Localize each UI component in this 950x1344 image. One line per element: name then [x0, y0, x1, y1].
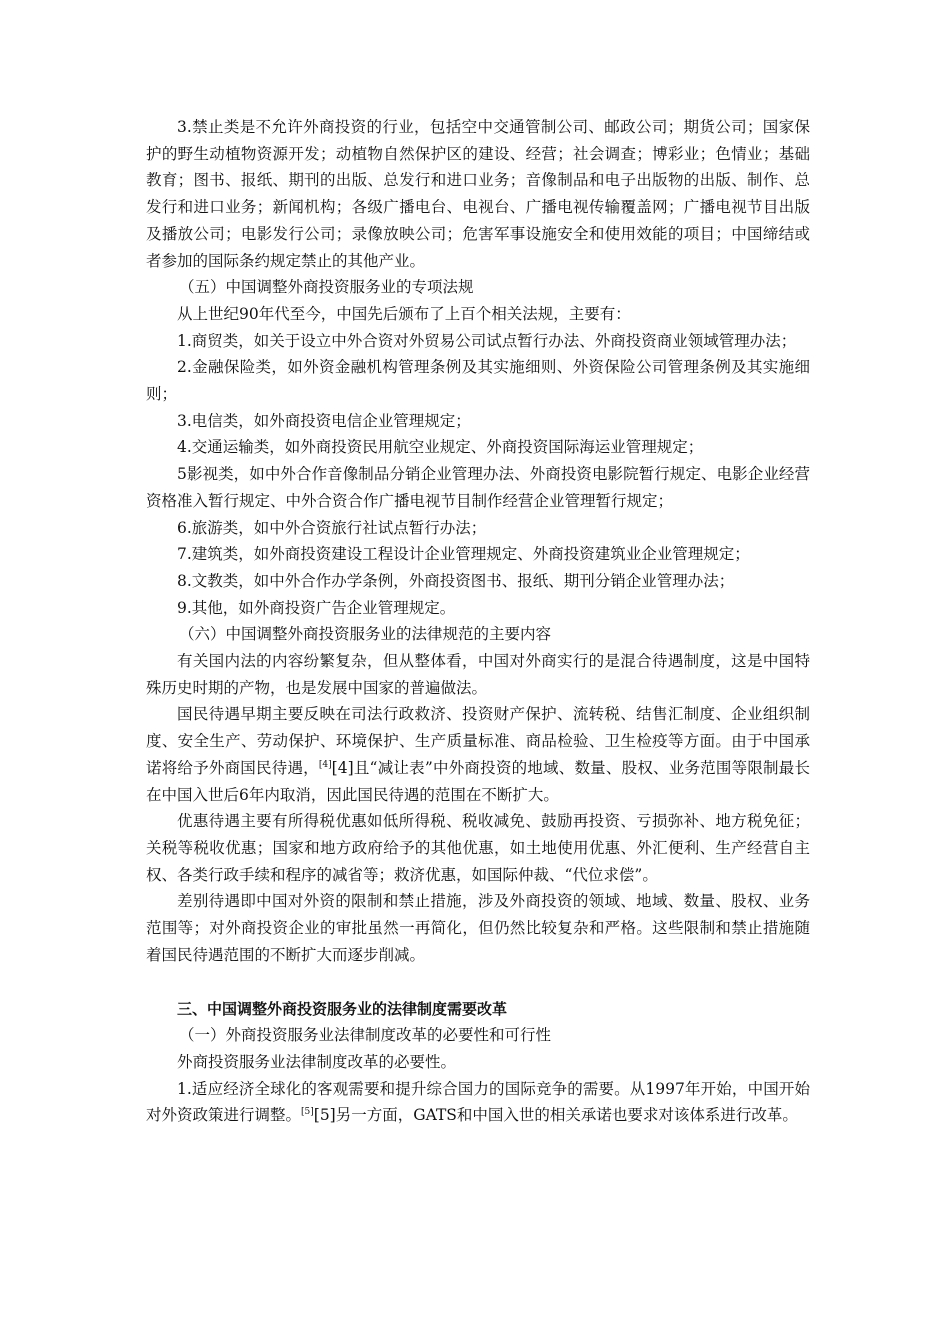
national-treatment-text: 国民待遇早期主要反映在司法行政救济、投资财产保护、流转税、结售汇制度、企业组织制度、安全生产、劳动保护、环境保护、生产质量标准、商品检验、卫生检疫等方面。由于中国承诺将给予外商国民待遇，	[146, 705, 810, 777]
paragraph-prohibited-industries: 3.禁止类是不允许外商投资的行业，包括空中交通管制公司、邮政公司；期货公司；国家保护的野生动植物资源开发；动植物自然保护区的建设、经营；社会调查；博彩业；色情业；基础教育；图书、报纸、期刊的出版、总发行和进口业务；音像制品和电子出版物的出版、制作、总发行和进口业务；新闻机构；各级广播电台、电视台、广播电视传输覆盖网；广播电视节目出版及播放公司；电影发行公司；录像放映公司；危害军事设施安全和使用效能的项目；中国缔结或者参加的国际条约规定禁止的其他产业。	[146, 118, 810, 270]
paragraph-globalization	[146, 1076, 810, 1129]
paragraph-national-treatment	[146, 701, 810, 808]
list-item-other: 9.其他，如外商投资广告企业管理规定。	[177, 598, 456, 617]
subheading-special-regulations: （五）中国调整外商投资服务业的专项法规	[179, 278, 474, 297]
citation-ref-4[interactable]: [4]	[318, 759, 332, 770]
list-item-telecom: 3.电信类，如外商投资电信企业管理规定；	[177, 411, 471, 430]
globalization-text: 1.适应经济全球化的客观需要和提升综合国力的国际竞争的需要。从1997年开始，中国开始对外资政策进行调整。	[146, 1079, 810, 1125]
national-treatment-text-cont: [4]且“减让表”中外商投资的地域、数量、股权、业务范围等限制最长在中国入世后6年内取消，因此国民待遇的范围在不断扩大。	[146, 758, 810, 804]
list-item-film-tv: 5影视类，如中外合作音像制品分销企业管理办法、外商投资电影院暂行规定、电影企业经营资格准入暂行规定、中外合资合作广播电视节目制作经营企业管理暂行规定；	[146, 465, 810, 510]
subheading-main-content: （六）中国调整外商投资服务业的法律规范的主要内容	[179, 625, 552, 644]
globalization-text-cont: [5]另一方面，GATS和中国入世的相关承诺也要求对该体系进行改革。	[313, 1106, 798, 1125]
section-heading: 三、中国调整外商投资服务业的法律制度需要改革	[177, 999, 508, 1018]
list-item-culture-education: 8.文教类，如中外合作办学条例，外商投资图书、报纸、期刊分销企业管理办法；	[177, 571, 735, 590]
paragraph-regulations-intro: 从上世纪90年代至今，中国先后颁布了上百个相关法规，主要有：	[177, 304, 631, 323]
paragraph-reform-necessity: 外商投资服务业法律制度改革的必要性。	[177, 1052, 457, 1071]
paragraph-differential-treatment: 差别待遇即中国对外资的限制和禁止措施，涉及外商投资的领域、地域、数量、股权、业务范围等；对外商投资企业的审批虽然一再简化，但仍然比较复杂和严格。这些限制和禁止措施随着国民待遇范围的不断扩大而逐步削减。	[146, 892, 810, 964]
list-item-construction: 7.建筑类，如外商投资建设工程设计企业管理规定、外商投资建筑业企业管理规定；	[177, 545, 750, 564]
citation-ref-5[interactable]: [5]	[301, 1107, 314, 1118]
list-item-tourism: 6.旅游类，如中外合资旅行社试点暂行办法；	[177, 518, 487, 537]
list-item-finance: 2.金融保险类，如外资金融机构管理条例及其实施细则、外资保险公司管理条例及其实施细则；	[146, 358, 810, 404]
list-item-transport: 4.交通运输类，如外商投资民用航空业规定、外商投资国际海运业管理规定；	[177, 438, 704, 457]
paragraph-mixed-treatment: 有关国内法的内容纷繁复杂，但从整体看，中国对外商实行的是混合待遇制度，这是中国特殊历史时期的产物，也是发展中国家的普遍做法。	[146, 652, 810, 697]
paragraph-preferential-treatment: 优惠待遇主要有所得税优惠如低所得税、税收减免、鼓励再投资、亏损弥补、地方税免征；关税等税收优惠；国家和地方政府给予的其他优惠，如土地使用优惠、外汇便利、生产经营自主权、各类行政手续和程序的减省等；救济优惠，如国际仲裁、“代位求偿”。	[146, 812, 810, 884]
subheading-reform-necessity: （一）外商投资服务业法律制度改革的必要性和可行性	[179, 1026, 552, 1045]
list-item-commerce: 1.商贸类，如关于设立中外合资对外贸易公司试点暂行办法、外商投资商业领域管理办法；	[177, 331, 797, 350]
